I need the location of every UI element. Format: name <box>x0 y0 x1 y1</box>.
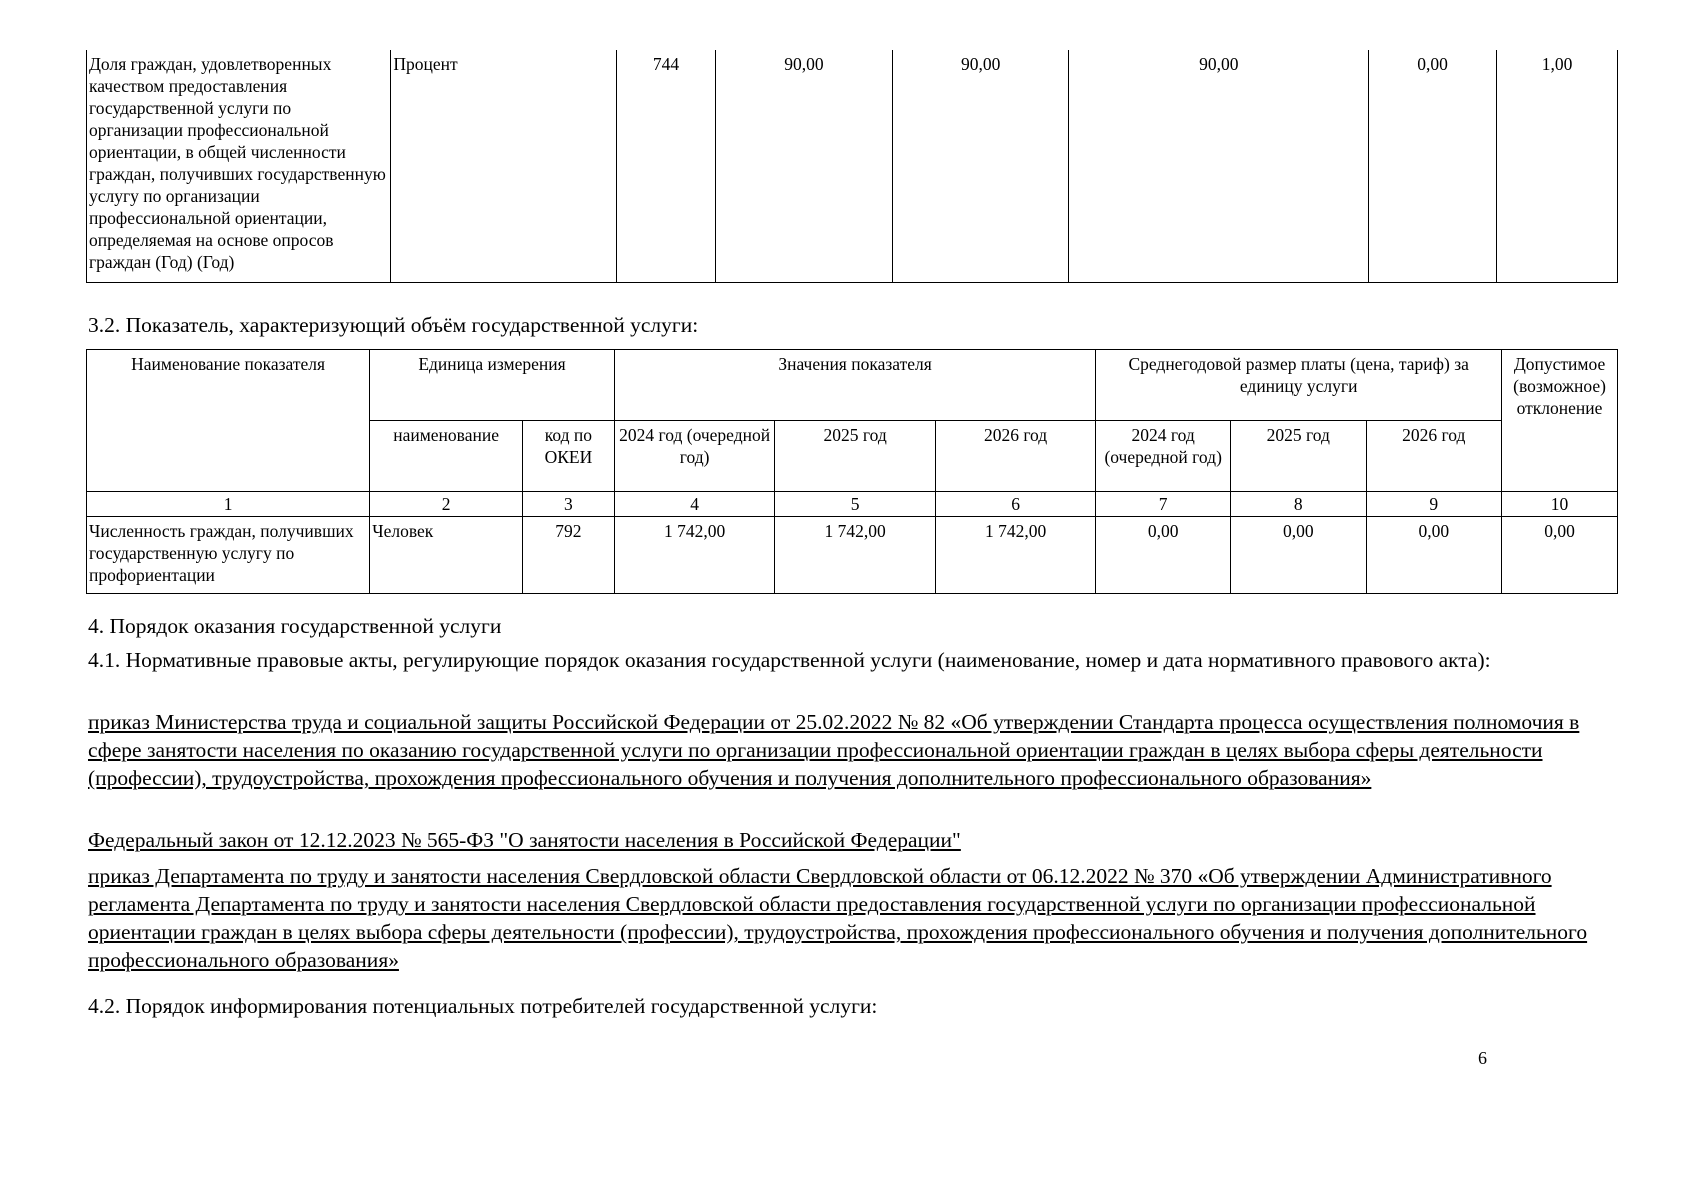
volume-indicator-table <box>86 349 1618 594</box>
header-fee: Среднегодовой размер платы (цена, тариф) за единицу услуги <box>1096 350 1502 421</box>
fee-cell: 0,00 <box>1366 517 1502 594</box>
section-4-heading: 4. Порядок оказания государственной услуги <box>88 614 502 638</box>
section-4-2-heading: 4.2. Порядок информирования потенциальных потребителей государственной услуги: <box>88 994 878 1018</box>
header-unit-name: наименование <box>370 421 523 492</box>
unit-name-cell: Процент <box>391 50 617 283</box>
header-fee-2025: 2025 год <box>1231 421 1367 492</box>
legal-act-link[interactable]: приказ Департамента по труду и занятости населения Свердловской области Свердловской области от 06.12.2022 № 370 «Об утверждении Административного регламента Департамента по труду и занятости населения Свердловской области предоставления государственной услуги по организации профессиональной ориентации граждан в целях выбора сферы деятельности (профессии), трудоустройства, прохождения профессионального обучения и получения дополнительного профессионального образования» <box>88 864 1588 972</box>
column-number: 8 <box>1231 492 1367 517</box>
header-indicator-name: Наименование показателя <box>87 350 370 492</box>
legal-act-link[interactable]: приказ Министерства труда и социальной защиты Российской Федерации от 25.02.2022 № 82 «Об утверждении Стандарта процесса осуществления полномочия в сфере занятости населения по оказанию государственной услуги по организации профессиональной ориентации граждан в целях выбора сферы деятельности (профессии), трудоустройства, прохождения профессионального обучения и получения дополнительного профессионального образования» <box>88 710 1580 790</box>
page-number: 6 <box>1478 1048 1487 1068</box>
value-cell: 90,00 <box>716 50 893 283</box>
header-deviation: Допустимое (возможное) отклонение <box>1502 350 1618 492</box>
column-number: 4 <box>614 492 775 517</box>
column-number: 2 <box>370 492 523 517</box>
header-fee-2026: 2026 год <box>1366 421 1502 492</box>
legal-act-link[interactable]: Федеральный закон от 12.12.2023 № 565-ФЗ "О занятости населения в Российской Федерации" <box>88 828 961 852</box>
fee-cell: 0,00 <box>1231 517 1367 594</box>
table-row <box>87 517 1618 594</box>
header-fee-2024: 2024 год (очередной год) <box>1096 421 1231 492</box>
unit-name-cell: Человек <box>370 517 523 594</box>
column-number: 3 <box>523 492 615 517</box>
section-3-2-heading: 3.2. Показатель, характеризующий объём государственной услуги: <box>88 313 699 337</box>
column-number: 9 <box>1366 492 1502 517</box>
table-row <box>87 50 1618 283</box>
value-cell: 90,00 <box>892 50 1069 283</box>
header-row <box>87 350 1618 421</box>
column-number: 1 <box>87 492 370 517</box>
deviation-cell: 0,00 <box>1502 517 1618 594</box>
header-values: Значения показателя <box>614 350 1096 421</box>
value-cell: 1 742,00 <box>775 517 935 594</box>
value-cell: 1 742,00 <box>935 517 1095 594</box>
header-unit-code: код по ОКЕИ <box>523 421 615 492</box>
value-cell: 1,00 <box>1497 50 1618 283</box>
header-value-2024: 2024 год (очередной год) <box>614 421 775 492</box>
value-cell: 90,00 <box>1069 50 1369 283</box>
unit-code-cell: 792 <box>523 517 615 594</box>
quality-indicator-table <box>86 50 1618 283</box>
value-cell: 1 742,00 <box>614 517 775 594</box>
column-number: 7 <box>1096 492 1231 517</box>
header-unit: Единица измерения <box>370 350 615 421</box>
column-number: 6 <box>935 492 1095 517</box>
indicator-name-cell: Доля граждан, удовлетворенных качеством предоставления государственной услуги по организации профессиональной ориентации, в общей численности граждан, получивших государственную услугу по организации профессиональной ориентации, определяемая на основе опросов граждан (Год) (Год) <box>87 50 391 283</box>
section-4-1-heading: 4.1. Нормативные правовые акты, регулирующие порядок оказания государственной услуги (наименование, номер и дата нормативного правового акта): <box>88 648 1491 672</box>
header-value-2026: 2026 год <box>935 421 1095 492</box>
column-number: 5 <box>775 492 935 517</box>
value-cell: 0,00 <box>1369 50 1497 283</box>
unit-code-cell: 744 <box>616 50 715 283</box>
column-number: 10 <box>1502 492 1618 517</box>
column-number-row <box>87 492 1618 517</box>
header-value-2025: 2025 год <box>775 421 935 492</box>
indicator-name-cell: Численность граждан, получивших государственную услугу по профориентации <box>87 517 370 594</box>
fee-cell: 0,00 <box>1096 517 1231 594</box>
